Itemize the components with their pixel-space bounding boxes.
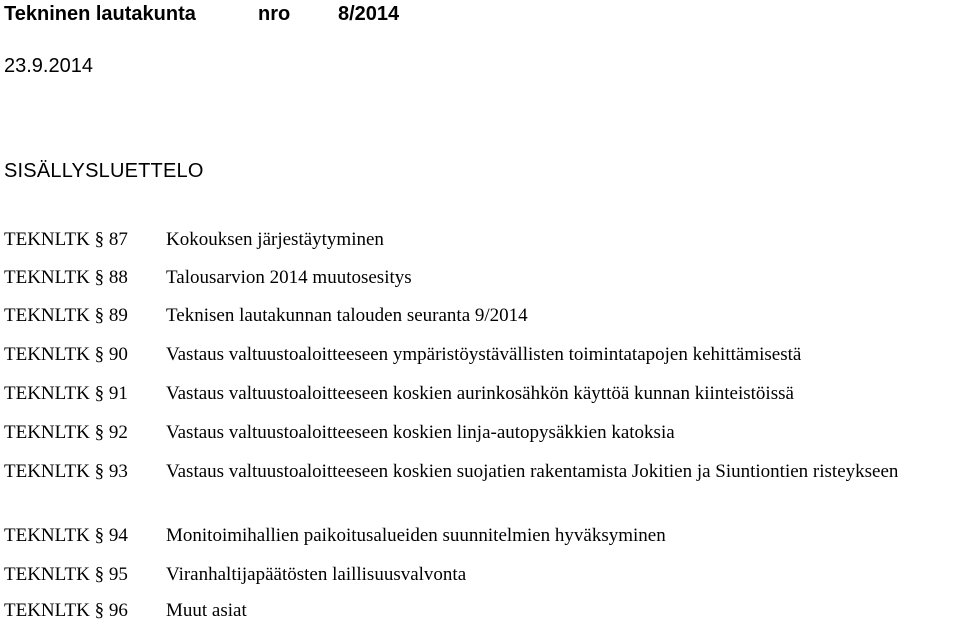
- toc-item-title: Vastaus valtuustoaloitteeseen koskien aurinkosähkön käyttöä kunnan kiinteistöissä: [166, 383, 794, 404]
- toc-item: [4, 265, 958, 290]
- committee-name: Tekninen lautakunta: [4, 3, 196, 25]
- toc-item-title: Vastaus valtuustoaloitteeseen koskien suojatien rakentamista Jokitien ja Siuntiontien risteykseen: [166, 461, 899, 482]
- toc-item-title: Muut asiat: [166, 600, 247, 621]
- toc-item: [4, 598, 958, 623]
- toc-item: [4, 420, 958, 445]
- meeting-date: 23.9.2014: [4, 55, 93, 77]
- toc-item-title: Vastaus valtuustoaloitteeseen ympäristöystävällisten toimintatapojen kehittämisestä: [166, 344, 802, 365]
- toc-item-title: Vastaus valtuustoaloitteeseen koskien linja-autopysäkkien katoksia: [166, 422, 675, 443]
- document-header: [4, 0, 399, 28]
- toc-item-code: TEKNLTK § 90: [4, 344, 128, 365]
- toc-item-title: Viranhaltijapäätösten laillisuusvalvonta: [166, 564, 467, 585]
- toc-item: [4, 523, 958, 548]
- meeting-number: 8/2014: [338, 3, 400, 25]
- toc-item: [4, 459, 958, 484]
- toc-item: [4, 381, 958, 406]
- toc-item: [4, 227, 958, 252]
- toc-item-code: TEKNLTK § 95: [4, 564, 128, 585]
- toc-item-code: TEKNLTK § 92: [4, 422, 128, 443]
- toc-heading: SISÄLLYSLUETTELO: [4, 160, 204, 182]
- toc-item-title: Monitoimihallien paikoitusalueiden suunnitelmien hyväksyminen: [166, 525, 666, 546]
- toc-item-code: TEKNLTK § 93: [4, 461, 128, 482]
- toc-item-title: Talousarvion 2014 muutosesitys: [166, 267, 412, 288]
- toc-item-code: TEKNLTK § 89: [4, 305, 128, 326]
- toc-item: [4, 342, 958, 367]
- number-label: nro: [258, 3, 291, 25]
- toc-item-code: TEKNLTK § 94: [4, 525, 128, 546]
- toc-item: [4, 303, 958, 328]
- toc-item-code: TEKNLTK § 91: [4, 383, 128, 404]
- toc-item-code: TEKNLTK § 88: [4, 267, 128, 288]
- toc-item-title: Teknisen lautakunnan talouden seuranta 9/2014: [166, 305, 528, 326]
- toc-item-code: TEKNLTK § 87: [4, 229, 128, 250]
- toc-item: [4, 562, 958, 587]
- toc-item-code: TEKNLTK § 96: [4, 600, 128, 621]
- toc-item-title: Kokouksen järjestäytyminen: [166, 229, 384, 250]
